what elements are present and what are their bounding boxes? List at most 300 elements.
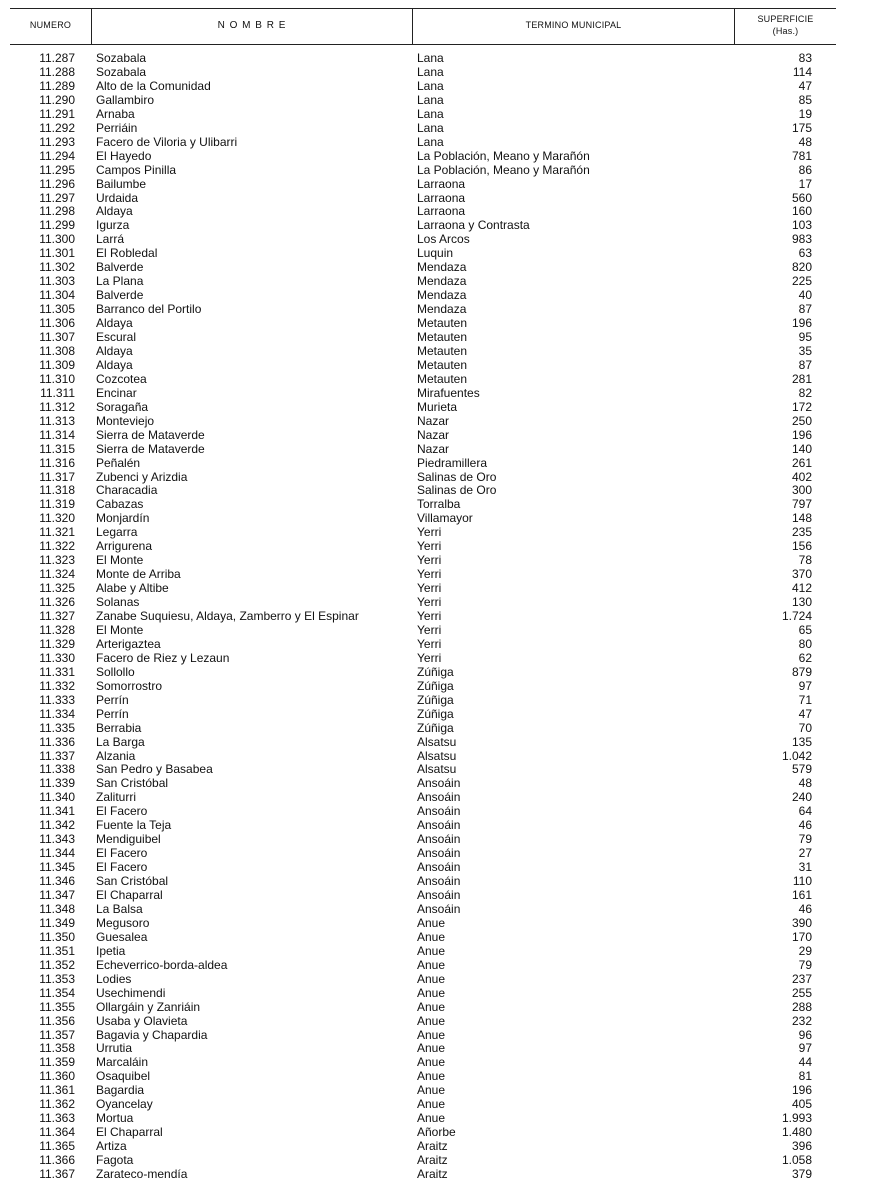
table-row (0, 693, 891, 707)
termino-cell: Anue (417, 1069, 446, 1084)
superficie-cell: 1.724 (781, 609, 812, 623)
numero-cell: 11.345 (39, 860, 75, 875)
table-row (0, 135, 891, 149)
nombre-cell: Bailumbe (96, 176, 147, 191)
numero-cell: 11.343 (39, 832, 75, 847)
termino-cell: Yerri (417, 636, 442, 651)
numero-cell: 11.310 (39, 371, 75, 386)
table-row (0, 1125, 891, 1139)
numero-cell: 11.291 (39, 106, 75, 121)
termino-cell: Anue (417, 985, 446, 1000)
nombre-cell: Cabazas (96, 497, 144, 512)
table-row (0, 581, 891, 595)
header-superficie: SUPERFICIE (757, 14, 814, 24)
numero-cell: 11.351 (39, 943, 75, 958)
table-row (0, 902, 891, 916)
nombre-cell: Ipetia (96, 943, 126, 958)
table-row (0, 51, 891, 65)
table-row (0, 1167, 891, 1181)
numero-cell: 11.353 (39, 971, 75, 986)
superficie-cell: 95 (798, 330, 812, 344)
termino-cell: Ansoáin (417, 860, 461, 875)
numero-cell: 11.305 (39, 302, 75, 317)
numero-cell: 11.354 (39, 985, 75, 1000)
nombre-cell: Campos Pinilla (96, 162, 177, 177)
table-row (0, 163, 891, 177)
superficie-cell: 225 (791, 274, 812, 289)
termino-cell: Anue (417, 999, 446, 1014)
numero-cell: 11.330 (39, 650, 75, 665)
superficie-cell: 85 (798, 92, 812, 107)
termino-cell: Metauten (417, 330, 468, 344)
table-row (0, 1055, 891, 1069)
superficie-cell: 232 (791, 1013, 812, 1028)
superficie-cell: 48 (798, 776, 812, 791)
numero-cell: 11.355 (39, 999, 75, 1014)
termino-cell: Ansoáin (417, 846, 461, 861)
superficie-cell: 62 (798, 650, 812, 665)
termino-cell: Yerri (417, 581, 442, 596)
superficie-cell: 1.042 (781, 748, 812, 763)
nombre-cell: Aldaya (96, 357, 133, 372)
table-row (0, 609, 891, 623)
superficie-cell: 27 (798, 846, 812, 861)
nombre-cell: Encinar (96, 385, 137, 400)
termino-cell: Alsatsu (417, 748, 457, 763)
table-row (0, 191, 891, 205)
table-row (0, 358, 891, 372)
table-row (0, 232, 891, 246)
nombre-cell: Alto de la Comunidad (96, 78, 211, 93)
termino-cell: Anue (417, 1111, 446, 1126)
nombre-cell: Zarateco-mendía (96, 1167, 188, 1181)
superficie-cell: 70 (798, 720, 812, 735)
nombre-cell: Oyancelay (96, 1097, 153, 1112)
nombre-cell: Aldaya (96, 316, 133, 331)
nombre-cell: Usaba y Olavieta (96, 1013, 188, 1028)
table-row (0, 302, 891, 316)
numero-cell: 11.292 (39, 120, 75, 135)
superficie-cell: 79 (798, 957, 812, 972)
nombre-cell: Arrigurena (96, 539, 153, 554)
nombre-cell: Sierra de Mataverde (96, 441, 205, 456)
nombre-cell: Facero de Viloria y Ulibarri (96, 134, 238, 149)
numero-cell: 11.317 (39, 469, 75, 484)
table-row (0, 567, 891, 581)
nombre-cell: Facero de Riez y Lezaun (96, 650, 230, 665)
termino-cell: Yerri (417, 622, 442, 637)
superficie-cell: 288 (791, 999, 812, 1014)
numero-cell: 11.335 (39, 720, 75, 735)
termino-cell: Yerri (417, 553, 442, 568)
nombre-cell: Gallambiro (96, 92, 155, 107)
nombre-cell: Peñalén (96, 455, 141, 470)
termino-cell: Metauten (417, 316, 468, 331)
table-row (0, 846, 891, 860)
superficie-cell: 300 (791, 483, 812, 498)
numero-cell: 11.361 (39, 1083, 75, 1098)
termino-cell: Ansoáin (417, 804, 461, 819)
superficie-cell: 1.993 (781, 1111, 812, 1126)
numero-cell: 11.318 (39, 483, 75, 498)
nombre-cell: Zaliturri (96, 790, 137, 805)
nombre-cell: Berrabia (96, 720, 142, 735)
header-top-rule (10, 8, 836, 9)
nombre-cell: Monteviejo (96, 413, 155, 428)
superficie-cell: 31 (798, 860, 812, 875)
numero-cell: 11.306 (39, 316, 75, 331)
termino-cell: Mendaza (417, 288, 467, 303)
nombre-cell: La Balsa (96, 901, 143, 916)
nombre-cell: Fuente la Teja (96, 818, 172, 833)
superficie-cell: 46 (798, 818, 812, 833)
nombre-cell: Alabe y Altibe (96, 581, 169, 596)
nombre-cell: Megusoro (96, 915, 150, 930)
numero-cell: 11.287 (39, 51, 75, 65)
table-row (0, 1097, 891, 1111)
termino-cell: Salinas de Oro (417, 469, 497, 484)
superficie-cell: 65 (798, 622, 812, 637)
termino-cell: Anue (417, 1083, 446, 1098)
numero-cell: 11.327 (39, 609, 75, 623)
table-row (0, 121, 891, 135)
nombre-cell: Igurza (96, 218, 130, 233)
superficie-cell: 402 (791, 469, 812, 484)
numero-cell: 11.290 (39, 92, 75, 107)
nombre-cell: Somorrostro (96, 678, 163, 693)
termino-cell: Zúñiga (417, 720, 454, 735)
table-row (0, 330, 891, 344)
numero-cell: 11.309 (39, 357, 75, 372)
termino-cell: Ansoáin (417, 818, 461, 833)
superficie-cell: 170 (791, 929, 812, 944)
table-row (0, 218, 891, 232)
nombre-cell: Monte de Arriba (96, 567, 181, 582)
numero-cell: 11.301 (39, 246, 75, 261)
superficie-cell: 560 (791, 190, 812, 205)
nombre-cell: Marcaláin (96, 1055, 149, 1070)
nombre-cell: El Chaparral (96, 1125, 163, 1140)
table-row (0, 944, 891, 958)
termino-cell: Torralba (417, 497, 461, 512)
superficie-cell: 46 (798, 901, 812, 916)
table-row (0, 1041, 891, 1055)
termino-cell: La Población, Meano y Marañón (417, 148, 590, 163)
numero-cell: 11.337 (39, 748, 75, 763)
table-row (0, 1153, 891, 1167)
table-row (0, 1111, 891, 1125)
termino-cell: Anue (417, 971, 446, 986)
table-row (0, 65, 891, 79)
table-row (0, 679, 891, 693)
superficie-cell: 86 (798, 162, 812, 177)
numero-cell: 11.356 (39, 1013, 75, 1028)
superficie-cell: 196 (791, 1083, 812, 1098)
numero-cell: 11.294 (39, 148, 75, 163)
nombre-cell: Arnaba (96, 106, 135, 121)
table-row (0, 274, 891, 288)
numero-cell: 11.357 (39, 1027, 75, 1042)
superficie-cell: 240 (791, 790, 812, 805)
termino-cell: Anue (417, 957, 446, 972)
superficie-cell: 29 (798, 943, 812, 958)
numero-cell: 11.311 (40, 385, 75, 400)
termino-cell: Yerri (417, 525, 442, 540)
termino-cell: Lana (417, 120, 444, 135)
numero-cell: 11.293 (39, 134, 75, 149)
nombre-cell: Solanas (96, 595, 140, 610)
numero-cell: 11.350 (39, 929, 75, 944)
nombre-cell: Alzania (96, 748, 136, 763)
table-row (0, 1000, 891, 1014)
nombre-cell: Zanabe Suquiesu, Aldaya, Zamberro y El Espinar (96, 609, 359, 623)
nombre-cell: El Hayedo (96, 148, 152, 163)
termino-cell: Anue (417, 1041, 446, 1056)
termino-cell: Lana (417, 51, 444, 65)
table-row (0, 372, 891, 386)
termino-cell: Larraona (417, 176, 466, 191)
termino-cell: Metauten (417, 343, 468, 358)
numero-cell: 11.312 (39, 399, 75, 414)
nombre-cell: Guesalea (96, 929, 148, 944)
numero-cell: 11.352 (39, 957, 75, 972)
numero-cell: 11.362 (39, 1097, 75, 1112)
table-row (0, 483, 891, 497)
superficie-cell: 140 (791, 441, 812, 456)
table-row (0, 288, 891, 302)
numero-cell: 11.308 (39, 343, 75, 358)
termino-cell: Nazar (417, 413, 450, 428)
numero-cell: 11.364 (39, 1125, 75, 1140)
superficie-cell: 148 (791, 511, 812, 526)
termino-cell: Anue (417, 1027, 446, 1042)
superficie-cell: 175 (791, 120, 812, 135)
header-bottom-rule (10, 44, 836, 45)
superficie-cell: 983 (791, 232, 812, 247)
termino-cell: Larraona (417, 204, 466, 219)
nombre-cell: Sozabala (96, 51, 147, 65)
header-superficie-unit: (Has.) (772, 26, 799, 36)
numero-cell: 11.288 (39, 64, 75, 79)
numero-cell: 11.340 (39, 790, 75, 805)
superficie-cell: 114 (792, 64, 812, 79)
termino-cell: Araitz (417, 1153, 448, 1168)
table-row (0, 260, 891, 274)
superficie-cell: 405 (791, 1097, 812, 1112)
superficie-cell: 172 (791, 399, 812, 414)
header-nombre: N O M B R E (217, 20, 287, 31)
table-row (0, 1069, 891, 1083)
superficie-cell: 44 (798, 1055, 812, 1070)
numero-cell: 11.297 (39, 190, 75, 205)
superficie-cell: 79 (798, 832, 812, 847)
termino-cell: Murieta (417, 399, 458, 414)
superficie-cell: 396 (791, 1139, 812, 1154)
nombre-cell: La Plana (96, 274, 144, 289)
numero-cell: 11.300 (39, 232, 75, 247)
termino-cell: Alsatsu (417, 734, 457, 749)
table-row (0, 958, 891, 972)
termino-cell: Zúñiga (417, 692, 454, 707)
superficie-cell: 161 (791, 888, 812, 902)
termino-cell: Lana (417, 78, 444, 93)
superficie-cell: 103 (791, 218, 812, 233)
superficie-cell: 64 (798, 804, 812, 819)
numero-cell: 11.344 (39, 846, 75, 861)
superficie-cell: 97 (798, 678, 812, 693)
numero-cell: 11.332 (39, 678, 75, 693)
superficie-cell: 820 (791, 260, 812, 275)
nombre-cell: El Facero (96, 804, 148, 819)
termino-cell: Nazar (417, 427, 450, 442)
superficie-cell: 390 (791, 915, 812, 930)
numero-cell: 11.313 (39, 413, 75, 428)
termino-cell: Luquin (417, 246, 454, 261)
numero-cell: 11.315 (39, 441, 75, 456)
nombre-cell: Usechimendi (96, 985, 166, 1000)
nombre-cell: San Pedro y Basabea (96, 762, 213, 777)
numero-cell: 11.322 (39, 539, 75, 554)
superficie-cell: 97 (798, 1041, 812, 1056)
superficie-cell: 412 (791, 581, 812, 596)
termino-cell: Ansoáin (417, 790, 461, 805)
termino-cell: Yerri (417, 595, 442, 610)
numero-cell: 11.346 (39, 874, 75, 889)
table-row (0, 1028, 891, 1042)
numero-cell: 11.295 (39, 162, 75, 177)
numero-cell: 11.299 (39, 218, 75, 233)
termino-cell: Mendaza (417, 274, 467, 289)
termino-cell: Anue (417, 1013, 446, 1028)
table-row (0, 1014, 891, 1028)
superficie-cell: 48 (798, 134, 812, 149)
table-row (0, 539, 891, 553)
table-row (0, 497, 891, 511)
nombre-cell: Cozcotea (96, 371, 147, 386)
nombre-cell: Bagavia y Chapardia (96, 1027, 208, 1042)
termino-cell: Zúñiga (417, 664, 454, 679)
header-numero: NUMERO (29, 20, 72, 30)
nombre-cell: Sierra de Mataverde (96, 427, 205, 442)
numero-cell: 11.339 (39, 776, 75, 791)
numero-cell: 11.307 (39, 330, 75, 344)
superficie-cell: 1.480 (781, 1125, 812, 1140)
numero-cell: 11.348 (39, 901, 75, 916)
nombre-cell: Aldaya (96, 204, 133, 219)
termino-cell: Anue (417, 1055, 446, 1070)
table-row (0, 316, 891, 330)
superficie-cell: 135 (791, 734, 812, 749)
termino-cell: Araitz (417, 1167, 448, 1181)
termino-cell: Mirafuentes (417, 385, 480, 400)
nombre-cell: Balverde (96, 288, 144, 303)
numero-cell: 11.316 (39, 455, 75, 470)
superficie-cell: 130 (791, 595, 812, 610)
termino-cell: Ansoáin (417, 832, 461, 847)
nombre-cell: Arterigaztea (96, 636, 161, 651)
numero-cell: 11.331 (39, 664, 75, 679)
numero-cell: 11.302 (39, 260, 75, 275)
numero-cell: 11.360 (39, 1069, 75, 1084)
numero-cell: 11.329 (39, 636, 75, 651)
table-row (0, 456, 891, 470)
nombre-cell: San Cristóbal (96, 776, 169, 791)
table-row (0, 511, 891, 525)
table-row (0, 93, 891, 107)
table-row (0, 930, 891, 944)
superficie-cell: 250 (791, 413, 812, 428)
termino-cell: Villamayor (417, 511, 473, 526)
termino-cell: Yerri (417, 650, 442, 665)
numero-cell: 11.358 (39, 1041, 75, 1056)
numero-cell: 11.323 (39, 553, 75, 568)
termino-cell: Metauten (417, 357, 468, 372)
termino-cell: Anue (417, 1097, 446, 1112)
numero-cell: 11.333 (39, 692, 75, 707)
nombre-cell: Legarra (96, 525, 138, 540)
nombre-cell: Monjardín (96, 511, 150, 526)
nombre-cell: Perrín (96, 692, 129, 707)
superficie-cell: 1.058 (781, 1153, 812, 1168)
table-row (0, 204, 891, 218)
table-row (0, 470, 891, 484)
table-row (0, 344, 891, 358)
superficie-cell: 110 (792, 874, 812, 889)
termino-cell: Anue (417, 929, 446, 944)
numero-cell: 11.324 (39, 567, 75, 582)
table-row (0, 442, 891, 456)
table-row (0, 595, 891, 609)
numero-cell: 11.289 (39, 78, 75, 93)
table-row (0, 1139, 891, 1153)
nombre-cell: El Monte (96, 553, 144, 568)
termino-cell: La Población, Meano y Marañón (417, 162, 590, 177)
nombre-cell: Balverde (96, 260, 144, 275)
termino-cell: Larraona y Contrasta (417, 218, 530, 233)
table-row (0, 177, 891, 191)
nombre-cell: El Facero (96, 846, 148, 861)
termino-cell: Anue (417, 915, 446, 930)
nombre-cell: Urrutia (96, 1041, 133, 1056)
table-row (0, 665, 891, 679)
termino-cell: Araitz (417, 1139, 448, 1154)
nombre-cell: El Robledal (96, 246, 158, 261)
superficie-cell: 196 (791, 427, 812, 442)
table-row (0, 888, 891, 902)
nombre-cell: Barranco del Portilo (96, 302, 202, 317)
nombre-cell: Larrá (96, 232, 125, 247)
nombre-cell: Characadia (96, 483, 158, 498)
superficie-cell: 19 (798, 106, 812, 121)
termino-cell: Lana (417, 64, 444, 79)
superficie-cell: 160 (791, 204, 812, 219)
table-row (0, 972, 891, 986)
table-row (0, 762, 891, 776)
numero-cell: 11.314 (39, 427, 75, 442)
superficie-cell: 797 (791, 497, 812, 512)
table-row (0, 400, 891, 414)
nombre-cell: San Cristóbal (96, 874, 169, 889)
numero-cell: 11.328 (39, 622, 75, 637)
table-row (0, 735, 891, 749)
superficie-cell: 379 (791, 1167, 812, 1181)
nombre-cell: Sollollo (96, 664, 135, 679)
termino-cell: Zúñiga (417, 706, 454, 721)
nombre-cell: Perrín (96, 706, 129, 721)
numero-cell: 11.296 (39, 176, 75, 191)
termino-cell: Nazar (417, 441, 450, 456)
numero-cell: 11.336 (39, 734, 75, 749)
